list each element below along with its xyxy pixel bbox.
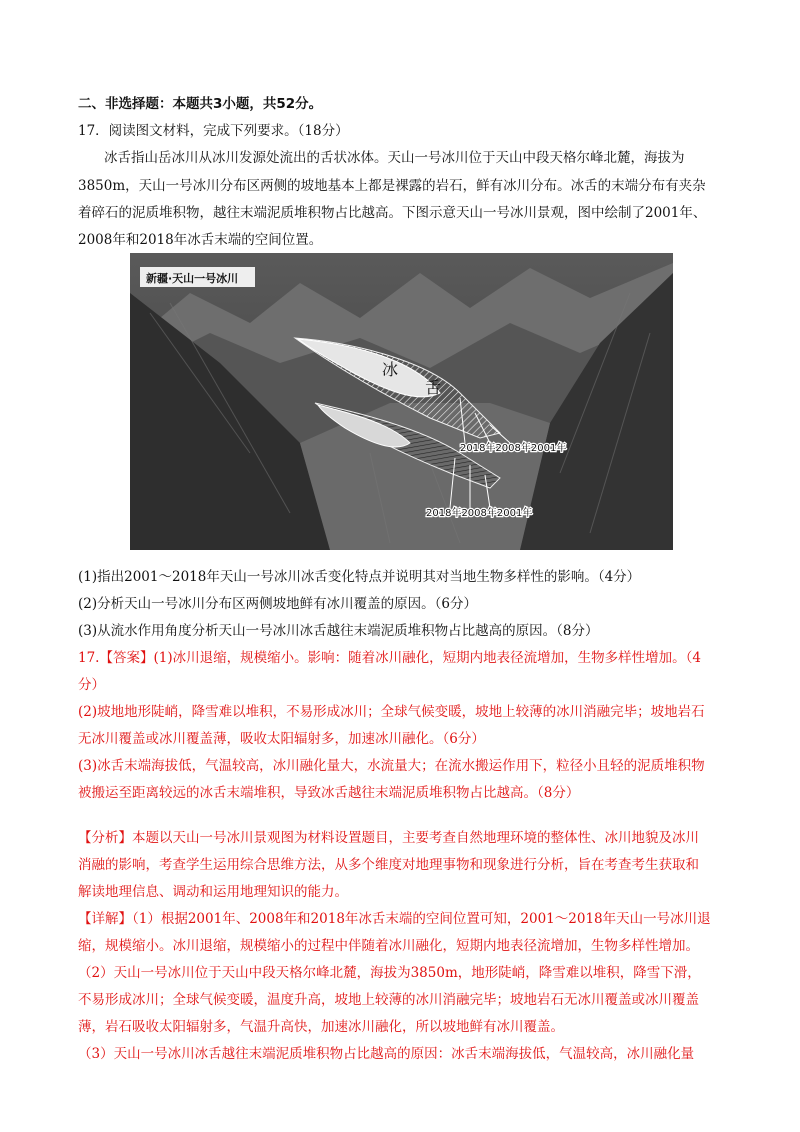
material-line: 3850m，天山一号冰川分布区两侧的坡地基本上都是裸露的岩石，鲜有冰川分布。冰舌的末端分布有夹杂 [78,178,706,194]
answer-line: 无冰川覆盖或冰川覆盖薄，吸收太阳辐射多，加速冰川融化。（6分） [78,731,485,747]
figure-caption-label: 新疆·天山一号冰川 [146,272,239,285]
material-line: 冰舌指山岳冰川从冰川发源处流出的舌状冰体。天山一号冰川位于天山中段天格尔峰北麓，海拔为 [104,150,685,166]
section-heading: 二、非选择题：本题共3小题，共52分。 [78,96,323,112]
material-line: 着碎石的泥质堆积物，越往末端泥质堆积物占比越高。下图示意天山一号冰川景观，图中绘制了2001年、 [78,205,707,221]
sub-question-3: (3)从流水作用角度分析天山一号冰川冰舌越往末端泥质堆积物占比越高的原因。（8分） [78,623,599,639]
lower-year-labels: 2018年2008年2001年 [426,508,533,519]
answer-line: 17.【答案】(1)冰川退缩，规模缩小。影响：随着冰川融化，短期内地表径流增加，生物多样性增加。（4 [78,650,701,666]
detail-line: 薄，岩石吸收太阳辐射多，气温升高快，加速冰川融化，所以坡地鲜有冰川覆盖。 [78,1019,564,1035]
detail-line: （3）天山一号冰川冰舌越往末端泥质堆积物占比越高的原因：冰舌末端海拔低，气温较高，冰川融化量 [78,1046,695,1062]
answer-line: (3)冰舌末端海拔低，气温较高，冰川融化量大，水流量大；在流水搬运作用下，粒径小且轻的泥质堆积物 [78,758,705,774]
answer-line: 分） [78,677,105,693]
answer-line: (2)坡地地形陡峭，降雪难以堆积，不易形成冰川；全球气候变暖，坡地上较薄的冰川消融完毕；坡地岩石 [78,704,705,720]
question-intro: 17．阅读图文材料，完成下列要求。（18分） [78,123,349,139]
analysis-line: 解读地理信息、调动和运用地理知识的能力。 [78,884,348,900]
sub-question-1: (1)指出2001～2018年天山一号冰川冰舌变化特点并说明其对当地生物多样性的影响。（4分） [78,569,641,585]
detail-line: 【详解】（1）根据2001年、2008年和2018年冰舌末端的空间位置可知，2001～2018年天山一号冰川退 [78,911,711,927]
analysis-line: 【分析】本题以天山一号冰川景观图为材料设置题目，主要考查自然地理环境的整体性、冰川地貌及冰川 [78,830,699,846]
analysis-line: 消融的影响，考查学生运用综合思维方法，从多个维度对地理事物和现象进行分析，旨在考查考生获取和 [78,857,699,873]
sub-question-2: (2)分析天山一号冰川分布区两侧坡地鲜有冰川覆盖的原因。（6分） [78,596,477,612]
upper-year-labels: 2018年2008年2001年 [460,443,567,454]
answer-line: 被搬运至距离较远的冰舌末端堆积，导致冰舌越往末端泥质堆积物占比越高。（8分） [78,785,580,801]
glacier-label-char: 冰 [382,360,399,379]
glacier-label-char: 舌 [425,378,442,397]
detail-line: 缩，规模缩小。冰川退缩，规模缩小的过程中伴随着冰川融化，短期内地表径流增加，生物多样性增加。 [78,938,699,954]
detail-line: 不易形成冰川；全球气候变暖，温度升高，坡地上较薄的冰川消融完毕；坡地岩石无冰川覆盖或冰川覆盖 [78,992,699,1008]
material-line: 2008年和2018年冰舌末端的空间位置。 [78,232,323,248]
glacier-landscape-figure [130,253,673,550]
detail-line: （2）天山一号冰川位于天山中段天格尔峰北麓，海拔为3850m，地形陡峭，降雪难以堆积，降雪下滑， [78,965,701,981]
